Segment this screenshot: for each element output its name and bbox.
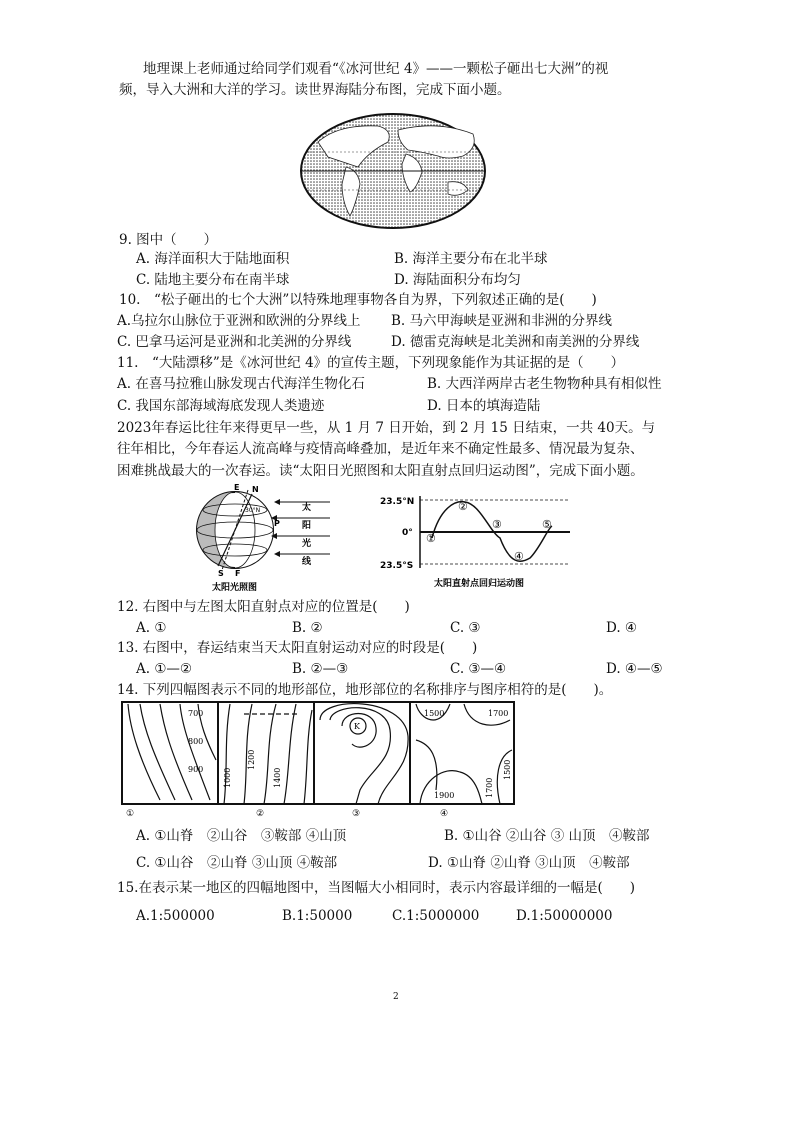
subsolar-point-figure — [380, 488, 580, 596]
ray-label: 光 — [302, 539, 312, 549]
point-2: ② — [458, 500, 468, 513]
option-c: C. ①山谷 ②山脊 ③山顶 ④鞍部 — [136, 855, 338, 871]
option-b: B. 大西洋两岸古老生物物种具有相似性 — [427, 376, 662, 392]
question-11-stem: 11. “大陆漂移”是《冰河世纪 4》的宣传主题，下列现象能作为其证据的是（ ） — [117, 355, 625, 371]
option-d: D. 德雷克海峡是北美洲和南美洲的分界线 — [391, 334, 640, 350]
sunlight-figure — [190, 480, 340, 595]
lat-23s-label: 23.5°S — [380, 561, 414, 571]
question-13-stem: 13. 右图中，春运结束当天太阳直射运动对应的时段是( ) — [117, 640, 478, 656]
option-a: A. ①—② — [136, 661, 193, 677]
option-a: A. 海洋面积大于陆地面积 — [136, 251, 290, 267]
option-c: C. 我国东部海域海底发现人类遗迹 — [117, 398, 325, 414]
contour-label: 700 — [188, 709, 204, 718]
option-a: A. 在喜马拉雅山脉发现古代海洋生物化石 — [117, 376, 365, 392]
option-c: C. ③—④ — [450, 661, 507, 677]
intro-text-line: 2023年春运比往年来得更早一些，从 1 月 7 日开始，到 2 月 15 日结束，一共 40天。与 — [117, 420, 656, 436]
point-1: ① — [426, 532, 436, 545]
option-a: A. ①山脊 ②山谷 ③鞍部 ④山顶 — [136, 828, 347, 844]
ray-label: 阳 — [302, 521, 312, 531]
intro-text-line: 往年相比，今年春运人流高峰与疫情高峰叠加，是近年来不确定性最多、情况最为复杂、 — [117, 441, 644, 457]
label-e: E — [234, 483, 240, 492]
point-4: ④ — [514, 550, 524, 563]
contour-label: 1500 — [503, 759, 512, 780]
question-14-stem: 14. 下列四幅图表示不同的地形部位，地形部位的名称排序与图序相符的是( )。 — [117, 682, 613, 698]
lat-23n-label: 23.5°N — [380, 497, 415, 507]
contour-label: 1200 — [247, 749, 256, 770]
label-p: P — [274, 519, 280, 528]
option-c: C. 陆地主要分布在南半球 — [136, 272, 290, 288]
world-map-figure — [298, 112, 488, 230]
subsolar-caption: 太阳直射点回归运动图 — [434, 579, 525, 589]
label-latitude: 30°N — [245, 507, 261, 514]
contour-label: 900 — [188, 765, 204, 774]
ray-label: 线 — [302, 557, 312, 567]
page-number: 2 — [393, 992, 399, 1002]
contour-label: 1700 — [485, 777, 494, 798]
panel-number: ④ — [440, 809, 449, 819]
panel-number: ② — [256, 809, 265, 819]
contour-figures — [120, 700, 520, 822]
option-b: B. ①山谷 ②山谷 ③ 山顶 ④鞍部 — [444, 828, 650, 844]
option-b: B. 海洋主要分布在北半球 — [394, 251, 548, 267]
point-3: ③ — [492, 518, 502, 531]
question-15-stem: 15.在表示某一地区的四幅地图中，当图幅大小相同时，表示内容最详细的一幅是( ) — [117, 880, 636, 896]
point-5: ⑤ — [542, 518, 552, 531]
option-d: D. ④—⑤ — [606, 661, 663, 677]
question-9-stem: 9. 图中（ ） — [119, 232, 218, 248]
option-a: A. ① — [136, 620, 167, 636]
option-b: B. ②—③ — [292, 661, 349, 677]
option-b: B. ② — [292, 620, 323, 636]
option-c: C. 巴拿马运河是亚洲和北美洲的分界线 — [117, 334, 352, 350]
option-a: A.乌拉尔山脉位于亚洲和欧洲的分界线上 — [117, 313, 361, 329]
option-d: D. ④ — [606, 620, 638, 636]
contour-label: 1900 — [434, 791, 455, 800]
intro-text-line: 频，导入大洲和大洋的学习。读世界海陆分布图，完成下面小题。 — [119, 82, 511, 98]
option-d: D.1:50000000 — [516, 908, 613, 924]
sunlight-caption: 太阳光照图 — [212, 583, 258, 593]
intro-text-line: 地理课上老师通过给同学们观看“《冰河世纪 4》——一颗松子砸出七大洲”的视 — [143, 61, 609, 77]
label-f: F — [235, 569, 241, 578]
peak-label: K — [354, 722, 360, 731]
contour-label: 1000 — [223, 767, 232, 788]
option-c: C.1:5000000 — [392, 908, 480, 924]
question-12-stem: 12. 右图中与左图太阳直射点对应的位置是( ) — [117, 599, 410, 615]
contour-label: 1400 — [273, 767, 282, 788]
label-n: N — [252, 485, 259, 494]
option-a: A.1:500000 — [136, 908, 215, 924]
ray-label: 太 — [302, 503, 312, 513]
contour-label: 800 — [188, 737, 204, 746]
lat-equator-label: 0° — [402, 528, 413, 538]
panel-number: ③ — [352, 809, 361, 819]
option-b: B.1:50000 — [282, 908, 353, 924]
contour-label: 1700 — [488, 709, 509, 718]
option-c: C. ③ — [450, 620, 481, 636]
contour-label: 1500 — [424, 709, 445, 718]
option-b: B. 马六甲海峡是亚洲和非洲的分界线 — [391, 313, 613, 329]
label-s: S — [218, 569, 224, 578]
option-d: D. 海陆面积分布均匀 — [394, 272, 521, 288]
panel-number: ① — [126, 809, 135, 819]
option-d: D. 日本的填海造陆 — [427, 398, 541, 414]
intro-text-line: 困难挑战最大的一次春运。读“太阳日光照图和太阳直射点回归运动图”，完成下面小题。 — [117, 463, 644, 479]
question-10-stem: 10. “松子砸出的七个大洲”以特殊地理事物各自为界，下列叙述正确的是( ) — [119, 292, 597, 308]
option-d: D. ①山脊 ②山脊 ③山顶 ④鞍部 — [428, 855, 630, 871]
